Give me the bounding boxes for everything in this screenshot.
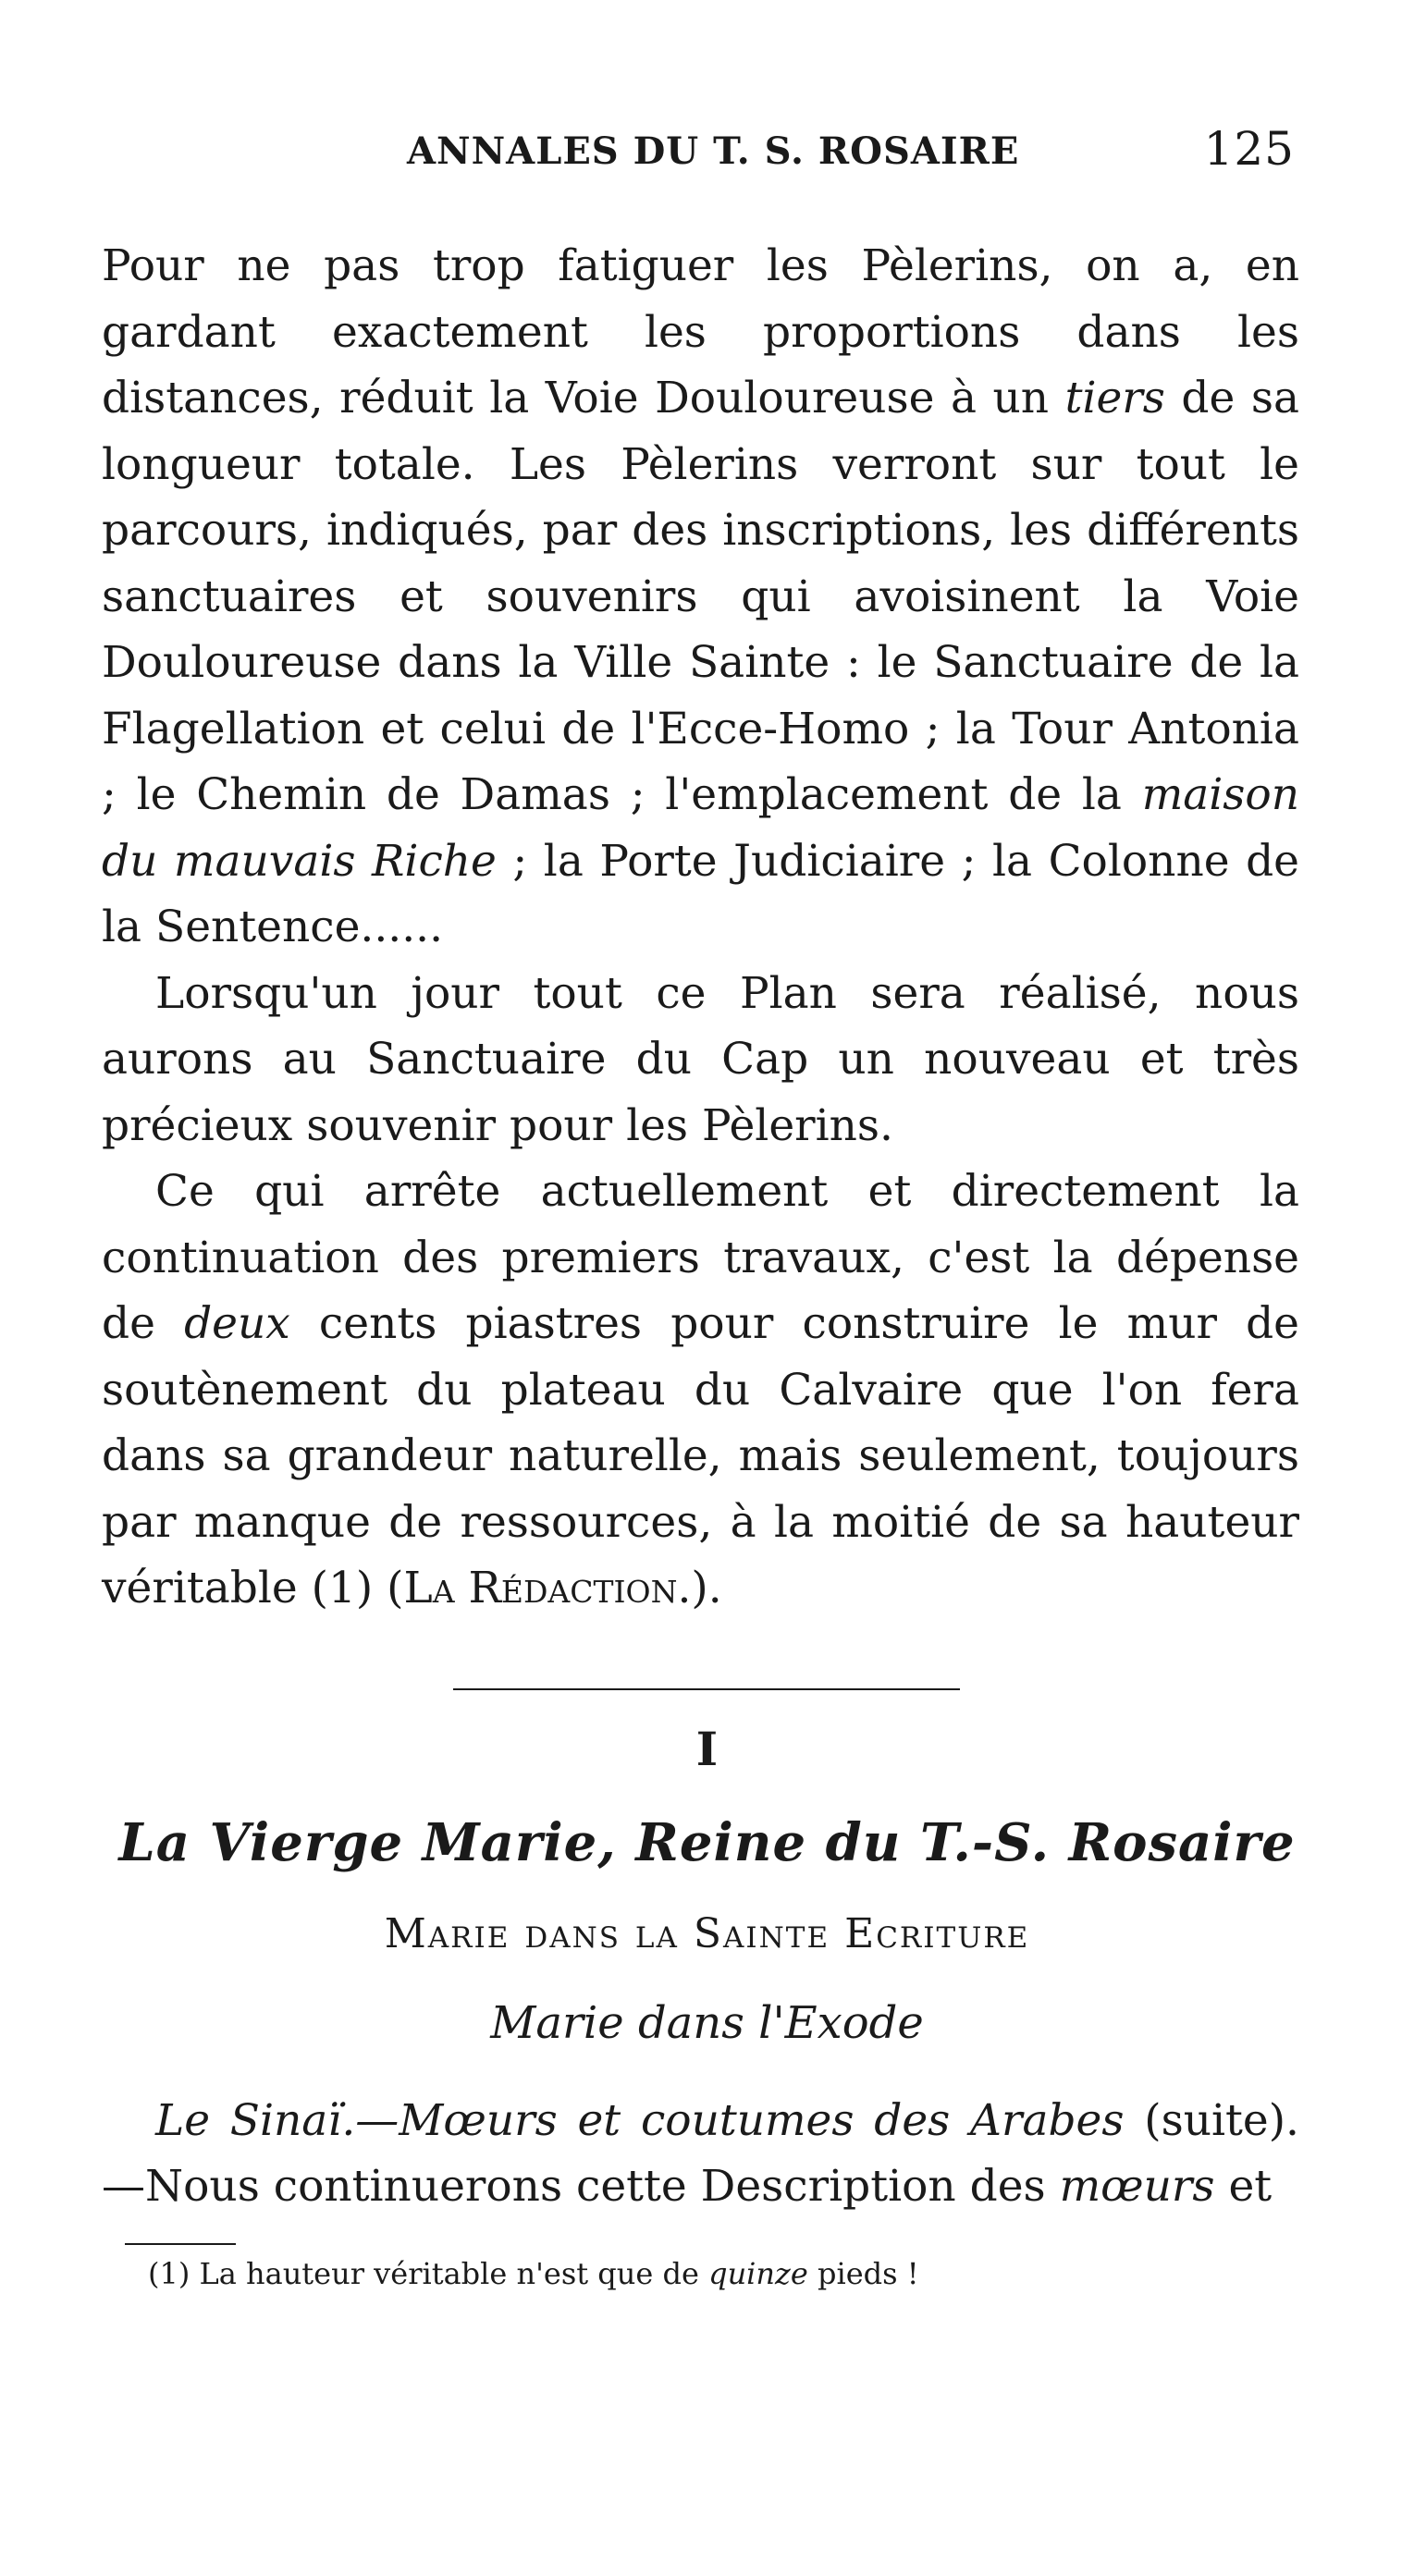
running-title: ANNALES DU T. S. ROSAIRE (407, 129, 1020, 173)
paragraph-2: Lorsqu'un jour tout ce Plan sera réalisé, nous aurons au Sanctuaire du Cap un nouveau et très précieux souvenir pour les Pèlerins. (102, 967, 1299, 1151)
section-title: La Vierge Marie, Reine du T.-S. Rosaire (118, 1812, 1296, 1873)
closing-italic-b: mœurs (1059, 2161, 1215, 2212)
section-separator (453, 1688, 960, 1690)
paragraph-1-italic-a: tiers (1064, 373, 1165, 423)
footnote-text-a: (1) La hauteur véritable n'est que de (148, 2256, 709, 2291)
paragraph-3-text-c: .). (677, 1563, 722, 1613)
closing-text (102, 2088, 1299, 2219)
footnote (148, 2256, 919, 2291)
closing-text-b: et (1214, 2161, 1273, 2212)
paragraph-3-italic-a: deux (184, 1298, 290, 1349)
paragraph-3-text-a: Ce qui arrête actuellement et directement la continuation des premiers travaux, c'est la dépense de (102, 1166, 1299, 1349)
paragraph-1-text-c: ; la Porte Judiciaire ; la Colonne de la Sentence...... (102, 835, 1299, 952)
paragraph-1 (102, 233, 1299, 961)
paragraph-1-italic-b: maison du mauvais Riche (102, 769, 1299, 887)
paragraph-3-small-caps: La Rédaction (403, 1563, 678, 1613)
paragraph-1-text-a: Pour ne pas trop fatiguer les Pèlerins, on a, en gardant exactement les proportions dans les distances, réduit la Voie Douloureuse à un (102, 240, 1299, 423)
section-subsubtitle: Marie dans l'Exode (490, 1997, 924, 2049)
paragraph-3 (102, 1159, 1299, 1622)
footnote-italic: quinze (708, 2256, 808, 2291)
footnote-text-b: pieds ! (807, 2256, 919, 2291)
paragraph-3-text-b: cents piastres pour construire le mur de soutènement du plateau du Calvaire que l'on fera dans sa grandeur naturelle, mais seulement, toujours par manque de ressources, à la moitié de sa hauteur véritable (1) ( (102, 1298, 1299, 1613)
section-subtitle: Marie dans la Sainte Ecriture (384, 1910, 1030, 1957)
page-number: 125 (1203, 122, 1295, 176)
paragraph-1-text-b: de sa longueur totale. Les Pèlerins verront sur tout le parcours, indiqués, par des inscriptions, les différents sanctuaires et souvenirs qui avoisinent la Voie Douloureuse dans la Ville Sainte : le Sanctuaire de la Flagellation et celui de l'Ecce-Homo ; la Tour Antonia ; le Chemin de Damas ; l'emplacement de la (102, 373, 1300, 820)
section-numeral: I (695, 1722, 719, 1776)
footnote-rule (125, 2243, 236, 2245)
closing-text-a: (suite). —Nous continuerons cette Description des (102, 2095, 1299, 2212)
closing-paragraph (102, 2088, 1299, 2219)
closing-italic-a: Le Sinaï.—Mœurs et coutumes des Arabes (155, 2095, 1125, 2146)
main-text (102, 233, 1299, 1622)
